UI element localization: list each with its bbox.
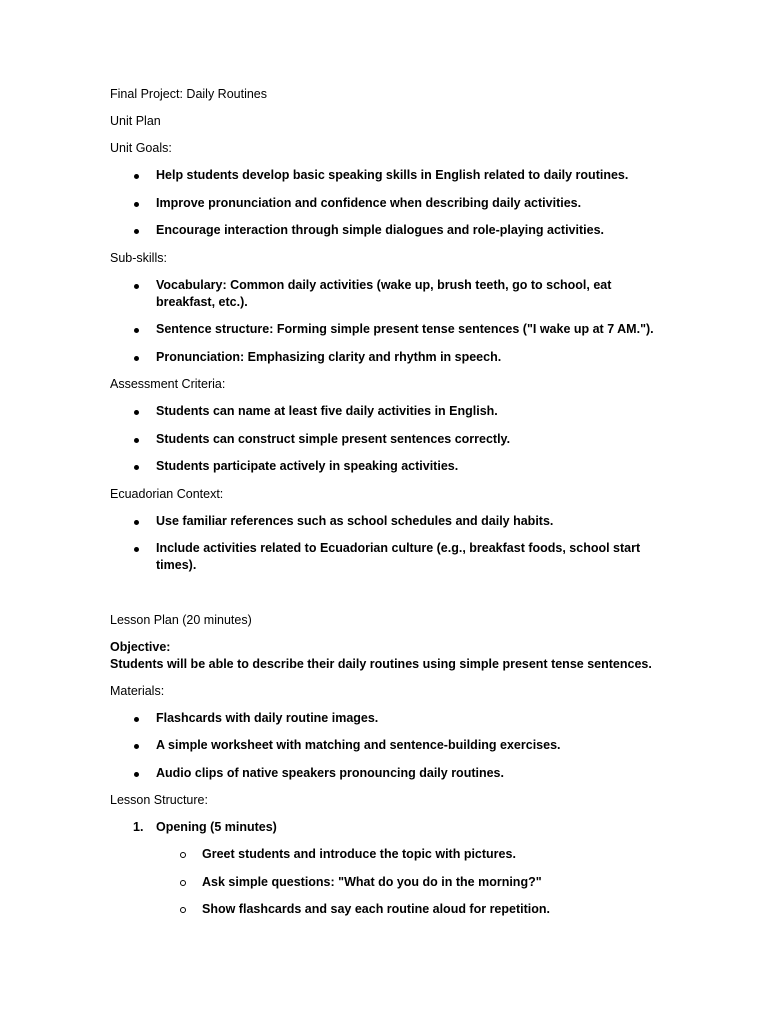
unit-goals-heading: Unit Goals: xyxy=(110,141,172,155)
bullet-icon xyxy=(134,328,139,333)
step-label: Opening (5 minutes) xyxy=(156,820,277,834)
unit-goals-list xyxy=(110,167,670,239)
assessment-heading: Assessment Criteria: xyxy=(110,377,226,391)
bullet-icon xyxy=(134,410,139,415)
bullet-icon xyxy=(134,202,139,207)
bullet-icon xyxy=(134,717,139,722)
bullet-icon xyxy=(134,465,139,470)
bullet-icon xyxy=(134,438,139,443)
opening-substeps-list xyxy=(110,846,670,918)
list-item: Students participate actively in speaking activities. xyxy=(110,458,670,475)
objective-text: Students will be able to describe their daily routines using simple present tense sentences. xyxy=(110,656,652,671)
bullet-icon xyxy=(134,520,139,525)
list-item: Flashcards with daily routine images. xyxy=(110,710,670,727)
bullet-icon xyxy=(134,284,139,289)
list-item: Students can name at least five daily activities in English. xyxy=(110,403,670,420)
subskills-list xyxy=(110,277,670,366)
list-item: Audio clips of native speakers pronouncing daily routines. xyxy=(110,765,670,782)
bullet-icon xyxy=(134,174,139,179)
bullet-icon xyxy=(134,547,139,552)
step-number: 1. xyxy=(133,820,144,834)
document-content xyxy=(110,86,670,929)
bullet-icon xyxy=(134,772,139,777)
structure-list xyxy=(110,819,670,836)
section-spacer xyxy=(110,585,670,612)
document-title: Final Project: Daily Routines xyxy=(110,87,268,101)
structure-heading: Lesson Structure: xyxy=(110,793,208,807)
lesson-plan-heading: Lesson Plan (20 minutes) xyxy=(110,612,252,627)
bullet-icon xyxy=(134,356,139,361)
list-item: Include activities related to Ecuadorian culture (e.g., breakfast foods, school start times). xyxy=(110,540,670,574)
context-heading: Ecuadorian Context: xyxy=(110,486,224,501)
list-item: Help students develop basic speaking skills in English related to daily routines. xyxy=(110,167,670,184)
objective-heading: Objective: xyxy=(110,639,171,654)
list-item: Show flashcards and say each routine aloud for repetition. xyxy=(110,901,670,918)
materials-list xyxy=(110,710,670,782)
list-item: Greet students and introduce the topic with pictures. xyxy=(110,846,670,863)
hollow-bullet-icon xyxy=(180,852,186,858)
unit-plan-heading: Unit Plan xyxy=(110,114,161,128)
structure-step xyxy=(110,819,670,836)
list-item: Vocabulary: Common daily activities (wake up, brush teeth, go to school, eat breakfast, etc.). xyxy=(110,277,670,311)
subskills-heading: Sub-skills: xyxy=(110,250,167,265)
bullet-icon xyxy=(134,229,139,234)
bullet-icon xyxy=(134,744,139,749)
list-item: Ask simple questions: "What do you do in the morning?" xyxy=(110,874,670,891)
list-item: Use familiar references such as school schedules and daily habits. xyxy=(110,513,670,530)
list-item: Pronunciation: Emphasizing clarity and rhythm in speech. xyxy=(110,349,670,366)
hollow-bullet-icon xyxy=(180,907,186,913)
hollow-bullet-icon xyxy=(180,880,186,886)
list-item: Improve pronunciation and confidence when describing daily activities. xyxy=(110,195,670,212)
list-item: Students can construct simple present sentences correctly. xyxy=(110,431,670,448)
list-item: Encourage interaction through simple dialogues and role-playing activities. xyxy=(110,222,670,239)
materials-heading: Materials: xyxy=(110,683,165,698)
assessment-list xyxy=(110,403,670,475)
list-item: A simple worksheet with matching and sentence-building exercises. xyxy=(110,737,670,754)
context-list xyxy=(110,513,670,575)
list-item: Sentence structure: Forming simple present tense sentences ("I wake up at 7 AM."). xyxy=(110,321,670,338)
